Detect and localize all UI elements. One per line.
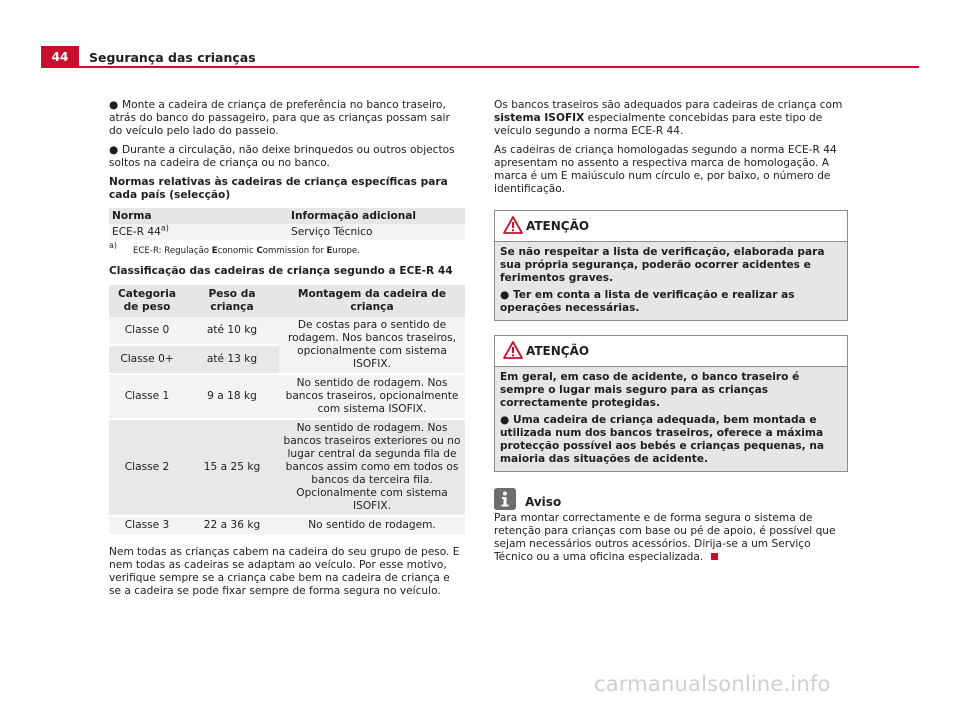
table-cell: No sentido de rodagem. Nos bancos traseiros, opcionalmente com sistema ISOFIX. (279, 374, 465, 419)
table-cell: Classe 0+ (109, 345, 185, 374)
table-cell: No sentido de rodagem. Nos bancos traseiros exteriores ou no lugar central da segunda fila de bancos assim como em todos os bancos da terceira fila. Opcionalmente com sistema ISOFIX. (279, 419, 465, 516)
bullet-text: Durante a circulação, não deixe brinquedos ou outros objectos soltos na cadeira de criança ou no banco. (109, 144, 455, 169)
page-number: 44 (51, 50, 69, 64)
warning-header (495, 336, 847, 367)
table-cell: No sentido de rodagem. (279, 516, 465, 535)
table-cell: Classe 1 (109, 374, 185, 419)
bullet-dot-icon: ● (109, 99, 119, 111)
page-header (0, 0, 960, 70)
bullet-dot-icon: ● (500, 289, 510, 301)
table-row (109, 317, 465, 345)
right-column (494, 99, 848, 570)
isofix-bold: sistema ISOFIX (494, 112, 585, 124)
warning-box (494, 210, 848, 321)
closing-paragraph: Nem todas as crianças cabem na cadeira do seu grupo de peso. E nem todas as cadeiras se adaptam ao veículo. Por esse motivo, verifique sempre se a criança cabe bem na cadeira de criança e se a cadeira se pode fixar sempre de forma segura no veículo. (109, 546, 460, 597)
column-header: Norma (109, 208, 288, 224)
norm-name: ECE-R 44 (112, 225, 161, 238)
warning-text: Em geral, em caso de acidente, o banco traseiro é sempre o lugar mais seguro para as crianças correctamente protegidas. (500, 371, 800, 409)
watermark: carmanualsonline.info (594, 672, 831, 696)
bullet-item (109, 144, 465, 170)
column-header: Peso da criança (185, 285, 279, 317)
homologation-paragraph: As cadeiras de criança homologadas segundo a norma ECE-R 44 apresentam no assento a respectiva marca de homologação. A marca é um E maiúsculo num círculo e, por baixo, o número de identificação. (494, 144, 837, 195)
column-header: Montagem da cadeira de criança (279, 285, 465, 317)
note-text: Para montar correctamente e de forma segura o sistema de retenção para crianças com base ou pé de apoio, é possível que sejam necessários outros acessórios. Dirija-se a um Serviço Técnico ou a uma oficina especializada. (494, 512, 836, 563)
footnote-mark: a) (109, 241, 118, 250)
table-row (109, 224, 465, 240)
warning-triangle-icon (503, 216, 523, 234)
table-row (109, 374, 465, 419)
norms-table (109, 208, 465, 240)
table-cell: Classe 3 (109, 516, 185, 535)
table-cell: até 10 kg (185, 317, 279, 345)
note-title: Aviso (525, 495, 562, 509)
warning-body (495, 367, 847, 471)
bullet-item (109, 99, 465, 138)
footnote-text: ECE-R: Regulação Economic Commission for Europe. (133, 246, 360, 256)
note-header (494, 488, 848, 512)
warning-box (494, 335, 848, 472)
table-header-row (109, 285, 465, 317)
table-cell (109, 224, 288, 240)
classification-heading: Classificação das cadeiras de criança segundo a ECE-R 44 (109, 265, 453, 277)
footnote-ref: a) (160, 222, 169, 232)
table-cell: Serviço Técnico (288, 224, 465, 240)
end-of-section-icon (711, 553, 718, 560)
warning-triangle-icon (503, 341, 523, 359)
warning-body (495, 242, 847, 320)
table-cell: Classe 2 (109, 419, 185, 516)
bullet-text: Monte a cadeira de criança de preferência no banco traseiro, atrás do banco do passageiro, para que as crianças possam sair do veículo pelo lado do passeio. (109, 99, 450, 137)
warning-bullet: ● Uma cadeira de criança adequada, bem montada e utilizada num dos bancos traseiros, oferece a máxima protecção possível aos bebés e crianças pequenas, na maioria das situações de acidente. (500, 414, 825, 465)
table-cell: 22 a 36 kg (185, 516, 279, 535)
isofix-paragraph: Os bancos traseiros são adequados para cadeiras de criança com sistema ISOFIX especialmente concebidas para este tipo de veículo segundo a norma ECE-R 44. (494, 99, 843, 137)
table-cell: Classe 0 (109, 317, 185, 345)
warning-title: ATENÇÃO (526, 219, 590, 233)
column-header: Informação adicional (288, 208, 465, 224)
warning-title: ATENÇÃO (526, 344, 590, 358)
warning-text: Se não respeitar a lista de verificação, elaborada para sua própria segurança, poderão ocorrer acidentes e ferimentos graves. (500, 246, 825, 284)
warning-bullet: ● Ter em conta a lista de verificação e realizar as operações necessárias. (500, 289, 795, 314)
table-cell: até 13 kg (185, 345, 279, 374)
header-rule (41, 66, 919, 68)
bullet-dot-icon: ● (500, 414, 510, 426)
table-header-row (109, 208, 465, 224)
footnote (109, 241, 465, 257)
classification-table (109, 285, 465, 536)
table-row (109, 419, 465, 516)
table-row (109, 516, 465, 535)
table-cell: De costas para o sentido de rodagem. Nos bancos traseiros, opcionalmente com sistema ISOFIX. (279, 317, 465, 374)
table-cell: 15 a 25 kg (185, 419, 279, 516)
bullet-dot-icon: ● (109, 144, 119, 156)
left-column (109, 99, 465, 604)
warning-header (495, 211, 847, 242)
table-cell: 9 a 18 kg (185, 374, 279, 419)
column-header: Categoria de peso (109, 285, 185, 317)
section-title: Segurança das crianças (89, 50, 256, 65)
info-note-icon (494, 488, 516, 510)
norms-heading: Normas relativas às cadeiras de criança específicas para cada país (selecção) (109, 176, 448, 201)
